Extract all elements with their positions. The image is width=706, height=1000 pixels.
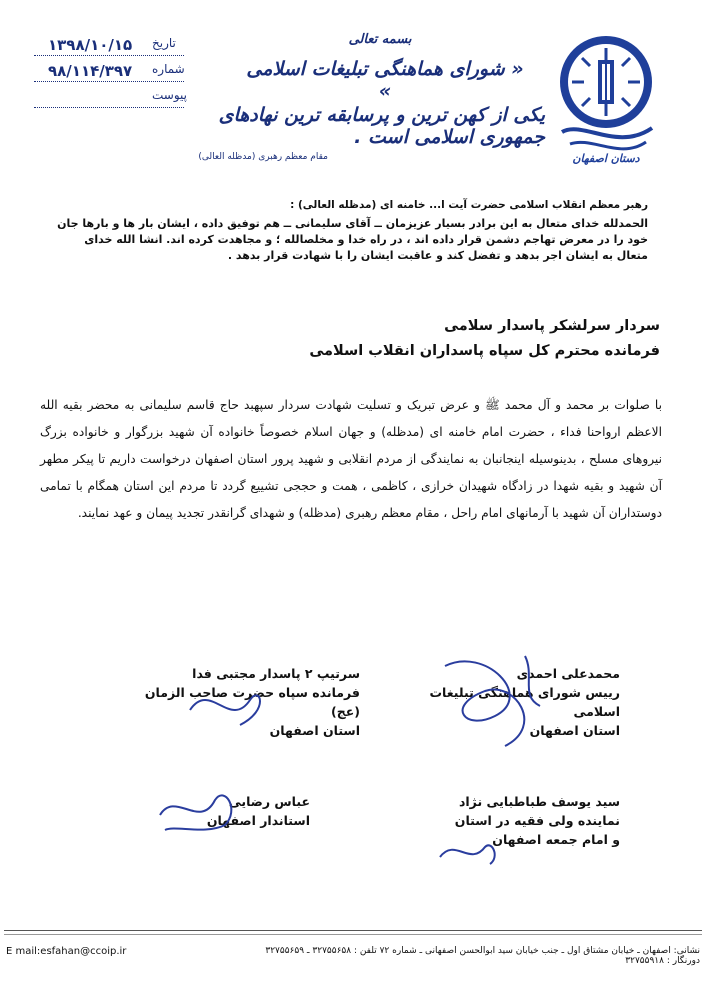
council-slogan: یکی از کهن ترین و پرسابقه ترین نهادهای جمهوری اسلامی است .: [218, 104, 545, 148]
signatory-title: نماینده ولی فقیه در استان: [454, 813, 620, 828]
quote-body: الحمدلله خدای متعال به این برادر بسیار عزیزمان ــ آقای سلیمانی ــ هم توفیق داده ، ایشان بار ها و بارها جان خود را در معرض تهاجم دشمن قرار داده اند ، در راه خدا و مخلصالله ؛ و مجاهدت کرده اند. انشا الله خدای متعال به ایشان اجر بدهد و تفضل کند و عاقبت ایشان را با شهادت قرار بدهد .: [57, 217, 648, 262]
logo-caption: دستان اصفهان: [572, 152, 640, 165]
signatory-title: رییس شورای هماهنگی تبلیغات اسلامی: [429, 685, 620, 719]
date-label: تاریخ: [152, 36, 176, 50]
council-name: « شورای هماهنگی تبلیغات اسلامی »: [246, 58, 524, 102]
number-row: [34, 62, 184, 82]
signatory-title: استاندار اصفهان: [206, 813, 310, 828]
footer-divider: [4, 930, 702, 931]
letter-body: [40, 392, 662, 527]
number-label: شماره: [152, 62, 185, 76]
handwritten-signature-tabatabaei: [430, 832, 510, 872]
footer-email: E mail:esfahan@ccoip.ir: [6, 946, 127, 957]
signatory-title: فرمانده سپاه حضرت صاحب الزمان (عج): [144, 685, 360, 719]
handwritten-signature-rezaei: [145, 780, 255, 840]
attachment-label: پیوست: [152, 88, 187, 102]
footer-address: نشانی: اصفهان ـ خیابان مشتاق اول ـ جنب خیابان سید ابوالحسن اصفهانی ـ شماره ۷۲ تلفن : ۳۲۷۵۵۶۵۸ ـ ۳۲۷۵۵۶۵۹ دورنگار : ۳۲۷۵۵۹۱۸: [265, 946, 700, 966]
addressee-line-2: فرمانده محترم کل سپاه پاسداران انقلاب اسلامی: [309, 343, 660, 359]
addressee-line-1: سردار سرلشکر پاسدار سلامی: [444, 318, 660, 334]
date-value: ۱۳۹۸/۱۰/۱۵: [48, 36, 133, 54]
signatory-place: و امام جمعه اصفهان: [492, 832, 620, 847]
handwritten-signature-ahmadi: [425, 636, 565, 756]
council-emblem-logo: [548, 20, 660, 170]
signatory-name: عباس رضایی: [228, 794, 310, 809]
body-paragraph: با صلوات بر محمد و آل محمد ﷺ و عرض تبریک و تسلیت شهادت سردار سپهبد حاج قاسم سلیمانی به محضر بقیه الله الاعظم ارواحنا فداء ، حضرت امام خامنه ای (مدظله) و جهان اسلام خصوصاً خانواده آن شهید بزرگوار و خانواده بزرگ نیروهای مسلح ، بدینوسیله اینجانبان به نمایندگی از مردم انقلابی و شهید پرور استان اصفهان درخواست داریم تا پیکر مطهر آن شهید و بقیه شهدا در زادگاه شهیدان خرازی ، کاظمی ، همت و حججی تشییع گردد تا مردم این استان همگام با تمامی دوستداران آن شهید با آرمانهای امام راحل ، مقام معظم رهبری (مدظله) و شهدای گرانقدر تجدید پیمان و عهد نمایند.: [40, 398, 662, 520]
council-emblem-icon: [548, 20, 660, 170]
signatory-place: استان اصفهان: [529, 723, 620, 738]
footer-divider-secondary: [4, 934, 702, 935]
bismillah-heading: بسمه تعالی: [348, 32, 412, 47]
signatory-name: سید یوسف طباطبایی نژاد: [458, 794, 620, 809]
attachment-row: [34, 88, 187, 108]
handwritten-signature-fada: [180, 670, 280, 740]
quote-heading: رهبر معظم انقلاب اسلامی حضرت آیت ا... خامنه ای (مدظله العالی) :: [290, 199, 648, 211]
date-row: [34, 36, 184, 56]
signatory-place: استان اصفهان: [269, 723, 360, 738]
number-value: ۹۸/۱۱۴/۳۹۷: [48, 62, 133, 80]
signatory-name: سرتیپ ۲ پاسدار مجتبی فدا: [192, 666, 360, 681]
slogan-source: مقام معظم رهبری (مدظله العالی): [198, 152, 328, 162]
signatory-name: محمدعلی احمدی: [516, 666, 620, 681]
